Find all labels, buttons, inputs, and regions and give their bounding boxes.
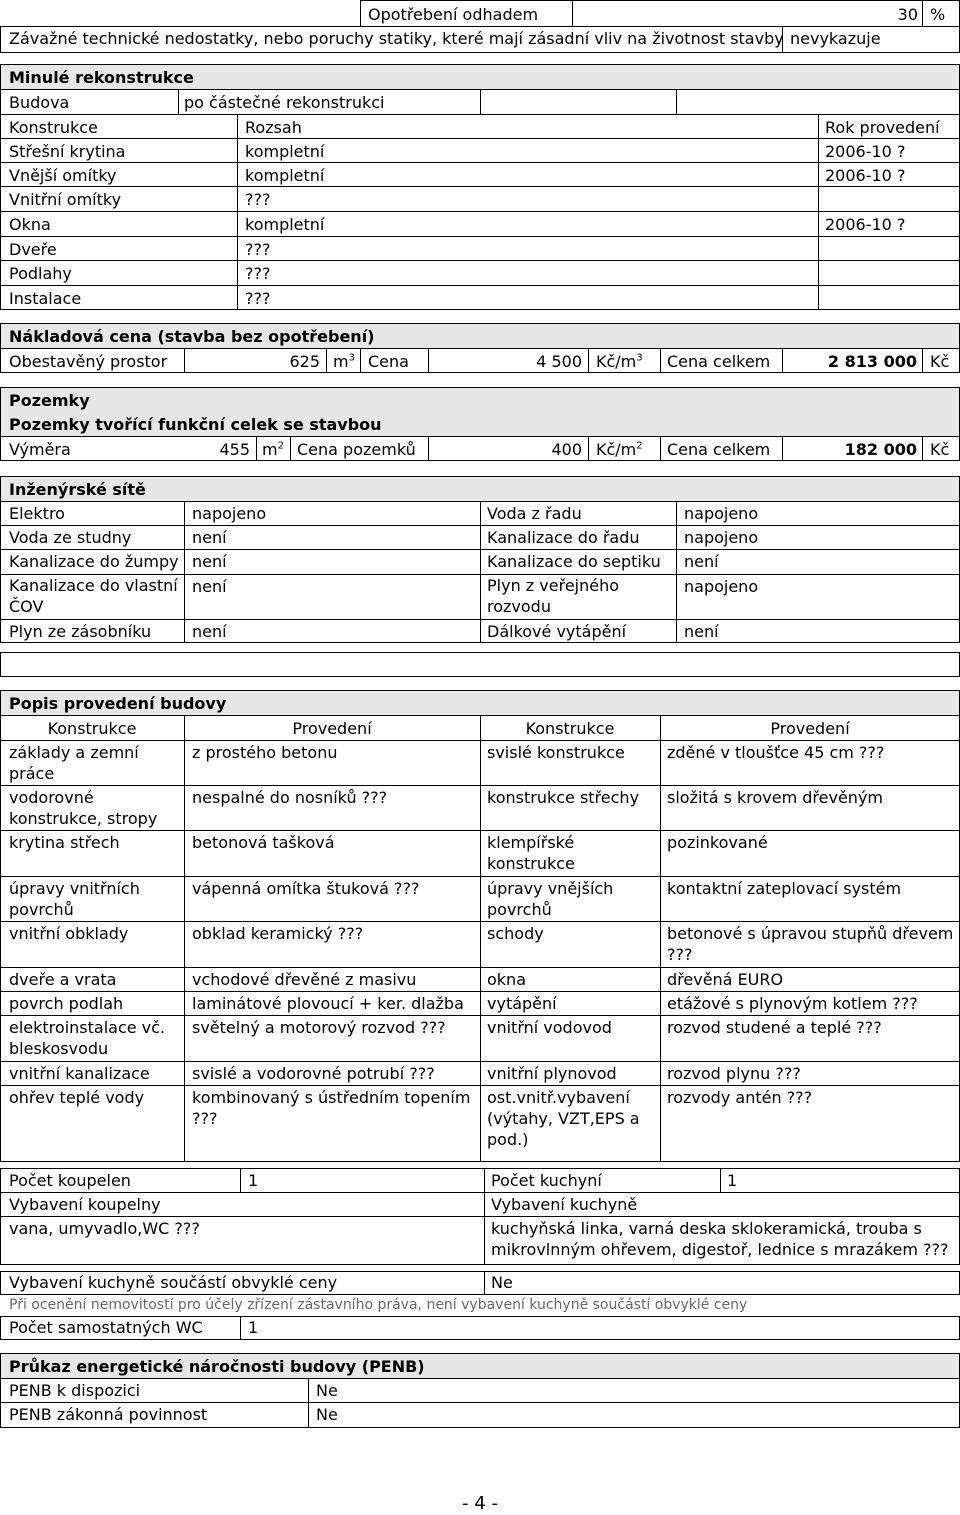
kitchen-equipment-label: Vybavení kuchyně bbox=[491, 1195, 638, 1214]
reconstruction-row-name: Podlahy bbox=[9, 264, 72, 283]
description-cell: vnitřní plynovod bbox=[487, 1064, 617, 1083]
area-unit: $m^2$ bbox=[262, 440, 284, 459]
description-cell: nespalné do nosníků ??? bbox=[192, 788, 388, 807]
col-structure-header: Konstrukce bbox=[9, 118, 98, 137]
description-cell: vnitřní kanalizace bbox=[9, 1064, 150, 1083]
description-cell: základy a zemní práce bbox=[9, 743, 139, 783]
page-number: - 4 - bbox=[462, 1493, 498, 1514]
description-cell: betonové s úpravou stupňů dřevem ??? bbox=[667, 924, 954, 964]
description-cell: složitá s krovem dřevěným bbox=[667, 788, 883, 807]
reconstruction-row-scope: ??? bbox=[245, 289, 271, 308]
penb-available-label: PENB k dispozici bbox=[9, 1381, 141, 1400]
reconstruction-row-scope: kompletní bbox=[245, 142, 325, 161]
description-cell: dveře a vrata bbox=[9, 970, 117, 989]
land-price-value: 400 bbox=[551, 440, 582, 459]
utility-label: Kanalizace do řadu bbox=[487, 528, 640, 547]
description-cell: rozvody antén ??? bbox=[667, 1088, 813, 1107]
kitchen-part-value: Ne bbox=[491, 1273, 513, 1292]
description-header: Konstrukce bbox=[47, 719, 137, 738]
description-cell: betonová tašková bbox=[192, 833, 335, 852]
utility-value: není bbox=[192, 528, 227, 547]
penb-available-value: Ne bbox=[316, 1381, 338, 1400]
description-cell: úpravy vnějších povrchů bbox=[487, 879, 614, 919]
kitchens-label: Počet kuchyní bbox=[491, 1171, 602, 1190]
reconstruction-row-scope: kompletní bbox=[245, 166, 325, 185]
wc-label: Počet samostatných WC bbox=[9, 1318, 203, 1337]
bathrooms-label: Počet koupelen bbox=[9, 1171, 131, 1190]
total-value: 2 813 000 bbox=[827, 352, 917, 371]
description-header: Provedení bbox=[292, 719, 372, 738]
land-total-value: 182 000 bbox=[844, 440, 917, 459]
description-header: Provedení bbox=[770, 719, 850, 738]
area-value: 455 bbox=[219, 440, 250, 459]
reconstruction-row-name: Okna bbox=[9, 215, 51, 234]
description-cell: svislé a vodorovné potrubí ??? bbox=[192, 1064, 435, 1083]
cost-title: Nákladová cena (stavba bez opotřebení) bbox=[9, 327, 375, 346]
col-scope-header: Rozsah bbox=[245, 118, 302, 137]
description-cell: světelný a motorový rozvod ??? bbox=[192, 1018, 446, 1037]
description-title: Popis provedení budovy bbox=[9, 694, 227, 713]
reconstruction-row-scope: ??? bbox=[245, 264, 271, 283]
utility-value: není bbox=[192, 552, 227, 571]
utility-value: není bbox=[684, 552, 719, 571]
volume-label: Obestavěný prostor bbox=[9, 352, 168, 371]
description-cell: úpravy vnitřních povrchů bbox=[9, 879, 140, 919]
reconstruction-row-name: Instalace bbox=[9, 289, 82, 308]
reconstruction-row-scope: ??? bbox=[245, 190, 271, 209]
wc-value: 1 bbox=[248, 1318, 259, 1337]
description-cell: okna bbox=[487, 970, 526, 989]
land-subtitle: Pozemky tvořící funkční celek se stavbou bbox=[9, 415, 382, 434]
description-cell: schody bbox=[487, 924, 544, 943]
utility-label: Voda ze studny bbox=[9, 528, 132, 547]
description-cell: ost.vnitř.vybavení (výtahy, VZT,EPS a pod.) bbox=[487, 1088, 640, 1149]
description-cell: klempířské konstrukce bbox=[487, 833, 575, 873]
reconstruction-row-name: Dveře bbox=[9, 240, 57, 259]
utility-value: napojeno bbox=[684, 577, 759, 596]
description-cell: kontaktní zateplovací systém bbox=[667, 879, 902, 898]
reconstruction-row-scope: kompletní bbox=[245, 215, 325, 234]
utility-label: Plyn ze zásobníku bbox=[9, 622, 152, 641]
land-price-unit: $Kč/m^2$ bbox=[596, 440, 643, 459]
description-cell: vápenná omítka štuková ??? bbox=[192, 879, 420, 898]
utility-label: Voda z řadu bbox=[487, 504, 582, 523]
utility-label: Dálkové vytápění bbox=[487, 622, 627, 641]
kitchen-part-label: Vybavení kuchyně součástí obvyklé ceny bbox=[9, 1273, 338, 1292]
description-cell: vnitřní vodovod bbox=[487, 1018, 612, 1037]
description-cell: svislé konstrukce bbox=[487, 743, 625, 762]
utility-value: napojeno bbox=[192, 504, 267, 523]
utility-label: Elektro bbox=[9, 504, 65, 523]
reconstruction-row-year: 2006-10 ? bbox=[825, 142, 906, 161]
penb-duty-value: Ne bbox=[316, 1405, 338, 1424]
price-label: Cena bbox=[368, 352, 409, 371]
utility-label: Kanalizace do septiku bbox=[487, 552, 661, 571]
bath-equipment-value: vana, umyvadlo,WC ??? bbox=[9, 1219, 200, 1238]
description-header: Konstrukce bbox=[525, 719, 615, 738]
description-cell: elektroinstalace vč. bleskosvodu bbox=[9, 1018, 166, 1058]
price-unit: $Kč/m^3$ bbox=[596, 352, 643, 371]
bath-equipment-label: Vybavení koupelny bbox=[9, 1195, 161, 1214]
wear-label: Opotřebení odhadem bbox=[368, 5, 539, 24]
description-cell: kombinovaný s ústředním topením ??? bbox=[192, 1088, 471, 1128]
wear-value: 30 bbox=[897, 5, 918, 24]
utility-value: není bbox=[192, 577, 227, 596]
currency: Kč bbox=[930, 352, 950, 371]
utility-value: není bbox=[684, 622, 719, 641]
volume-unit: $m^3$ bbox=[333, 352, 355, 371]
reconstruction-row-year: 2006-10 ? bbox=[825, 166, 906, 185]
reconstruction-row-name: Vnější omítky bbox=[9, 166, 117, 185]
reconstruction-row-name: Vnitřní omítky bbox=[9, 190, 122, 209]
description-cell: rozvod plynu ??? bbox=[667, 1064, 801, 1083]
description-cell: vnitřní obklady bbox=[9, 924, 129, 943]
description-cell: vchodové dřevěné z masivu bbox=[192, 970, 417, 989]
description-cell: vytápění bbox=[487, 994, 557, 1013]
area-label: Výměra bbox=[9, 440, 71, 459]
total-label: Cena celkem bbox=[667, 352, 771, 371]
description-cell: povrch podlah bbox=[9, 994, 124, 1013]
empty-row bbox=[0, 652, 960, 677]
utility-value: není bbox=[192, 622, 227, 641]
reconstruction-row-year: 2006-10 ? bbox=[825, 215, 906, 234]
description-cell: vodorovné konstrukce, stropy bbox=[9, 788, 158, 828]
utility-label: Kanalizace do žumpy bbox=[9, 552, 179, 571]
description-cell: z prostého betonu bbox=[192, 743, 338, 762]
penb-title: Průkaz energetické náročnosti budovy (PENB) bbox=[9, 1357, 425, 1376]
defects-value: nevykazuje bbox=[790, 29, 881, 48]
bathrooms-value: 1 bbox=[248, 1171, 259, 1190]
utility-value: napojeno bbox=[684, 504, 759, 523]
land-price-label: Cena pozemků bbox=[297, 440, 416, 459]
reconstruction-row-name: Střešní krytina bbox=[9, 142, 126, 161]
description-cell: zděné v tloušťce 45 cm ??? bbox=[667, 743, 885, 762]
reconstruction-row-scope: ??? bbox=[245, 240, 271, 259]
description-cell: konstrukce střechy bbox=[487, 788, 640, 807]
col-year-header: Rok provedení bbox=[825, 118, 940, 137]
kitchen-equipment-value: kuchyňská linka, varná deska sklokeramická, trouba s mikrovlnným ohřevem, digestoř, lednice s mrazákem ??? bbox=[491, 1219, 949, 1259]
description-cell: etážové s plynovým kotlem ??? bbox=[667, 994, 918, 1013]
reconstruction-title: Minulé rekonstrukce bbox=[9, 68, 194, 87]
defects-label: Závažné technické nedostatky, nebo poruchy statiky, které mají zásadní vliv na životnost stavby bbox=[9, 29, 784, 48]
building-value: po částečné rekonstrukci bbox=[184, 93, 385, 112]
kitchens-value: 1 bbox=[727, 1171, 738, 1190]
utilities-title: Inženýrské sítě bbox=[9, 480, 146, 499]
description-cell: obklad keramický ??? bbox=[192, 924, 364, 943]
price-value: 4 500 bbox=[536, 352, 582, 371]
utility-label: Plyn z veřejného rozvodu bbox=[487, 576, 620, 616]
building-label: Budova bbox=[9, 93, 70, 112]
utility-label: Kanalizace do vlastní ČOV bbox=[9, 576, 178, 616]
description-cell: krytina střech bbox=[9, 833, 120, 852]
description-cell: dřevěná EURO bbox=[667, 970, 784, 989]
description-cell: rozvod studené a teplé ??? bbox=[667, 1018, 882, 1037]
description-cell: ohřev teplé vody bbox=[9, 1088, 145, 1107]
volume-value: 625 bbox=[289, 352, 320, 371]
land-currency: Kč bbox=[930, 440, 950, 459]
land-total-label: Cena celkem bbox=[667, 440, 771, 459]
penb-duty-label: PENB zákonná povinnost bbox=[9, 1405, 208, 1424]
description-cell: pozinkované bbox=[667, 833, 768, 852]
description-cell: laminátové plovoucí + ker. dlažba bbox=[192, 994, 464, 1013]
valuation-note: Při ocenění nemovitostí pro účely zřízení zástavního práva, není vybavení kuchyně součástí obvyklé ceny bbox=[9, 1297, 748, 1313]
wear-unit: % bbox=[930, 5, 946, 24]
land-title: Pozemky bbox=[9, 391, 90, 410]
utility-value: napojeno bbox=[684, 528, 759, 547]
